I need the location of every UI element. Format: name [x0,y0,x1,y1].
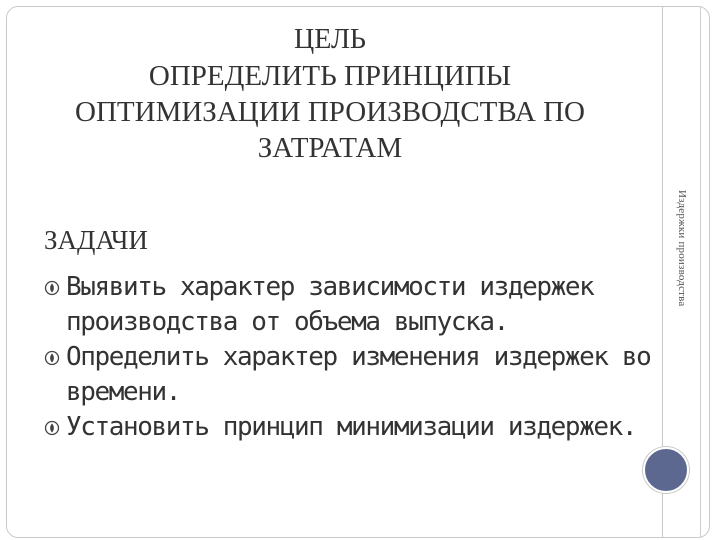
list-item [44,270,654,340]
bullet-icon [44,420,60,436]
goal-label: ЦЕЛЬ [293,24,367,55]
task-text: Выявить характер зависимости издержек производства от объема выпуска. [66,272,594,337]
task-text: Установить принцип минимизации издержек. [66,412,637,442]
goal-line-3: ЗАТРАТАМ [257,132,403,164]
decorative-circle [643,447,689,493]
side-label: Издержки производства [676,190,688,307]
bullet-icon [44,350,60,366]
tasks-heading: ЗАДАЧИ [44,225,148,255]
bullet-icon [44,280,60,296]
goal-line-2: ОПТИМИЗАЦИИ ПРОИЗВОДСТВА ПО [75,96,585,128]
list-item [44,410,654,445]
goal-title [40,22,620,166]
goal-line-1: ОПРЕДЕЛИТЬ ПРИНЦИПЫ [148,60,512,92]
task-text: Определить характер изменения издержек во времени. [66,342,651,407]
tasks-list [44,270,654,445]
list-item [44,340,654,410]
side-divider [700,6,701,538]
